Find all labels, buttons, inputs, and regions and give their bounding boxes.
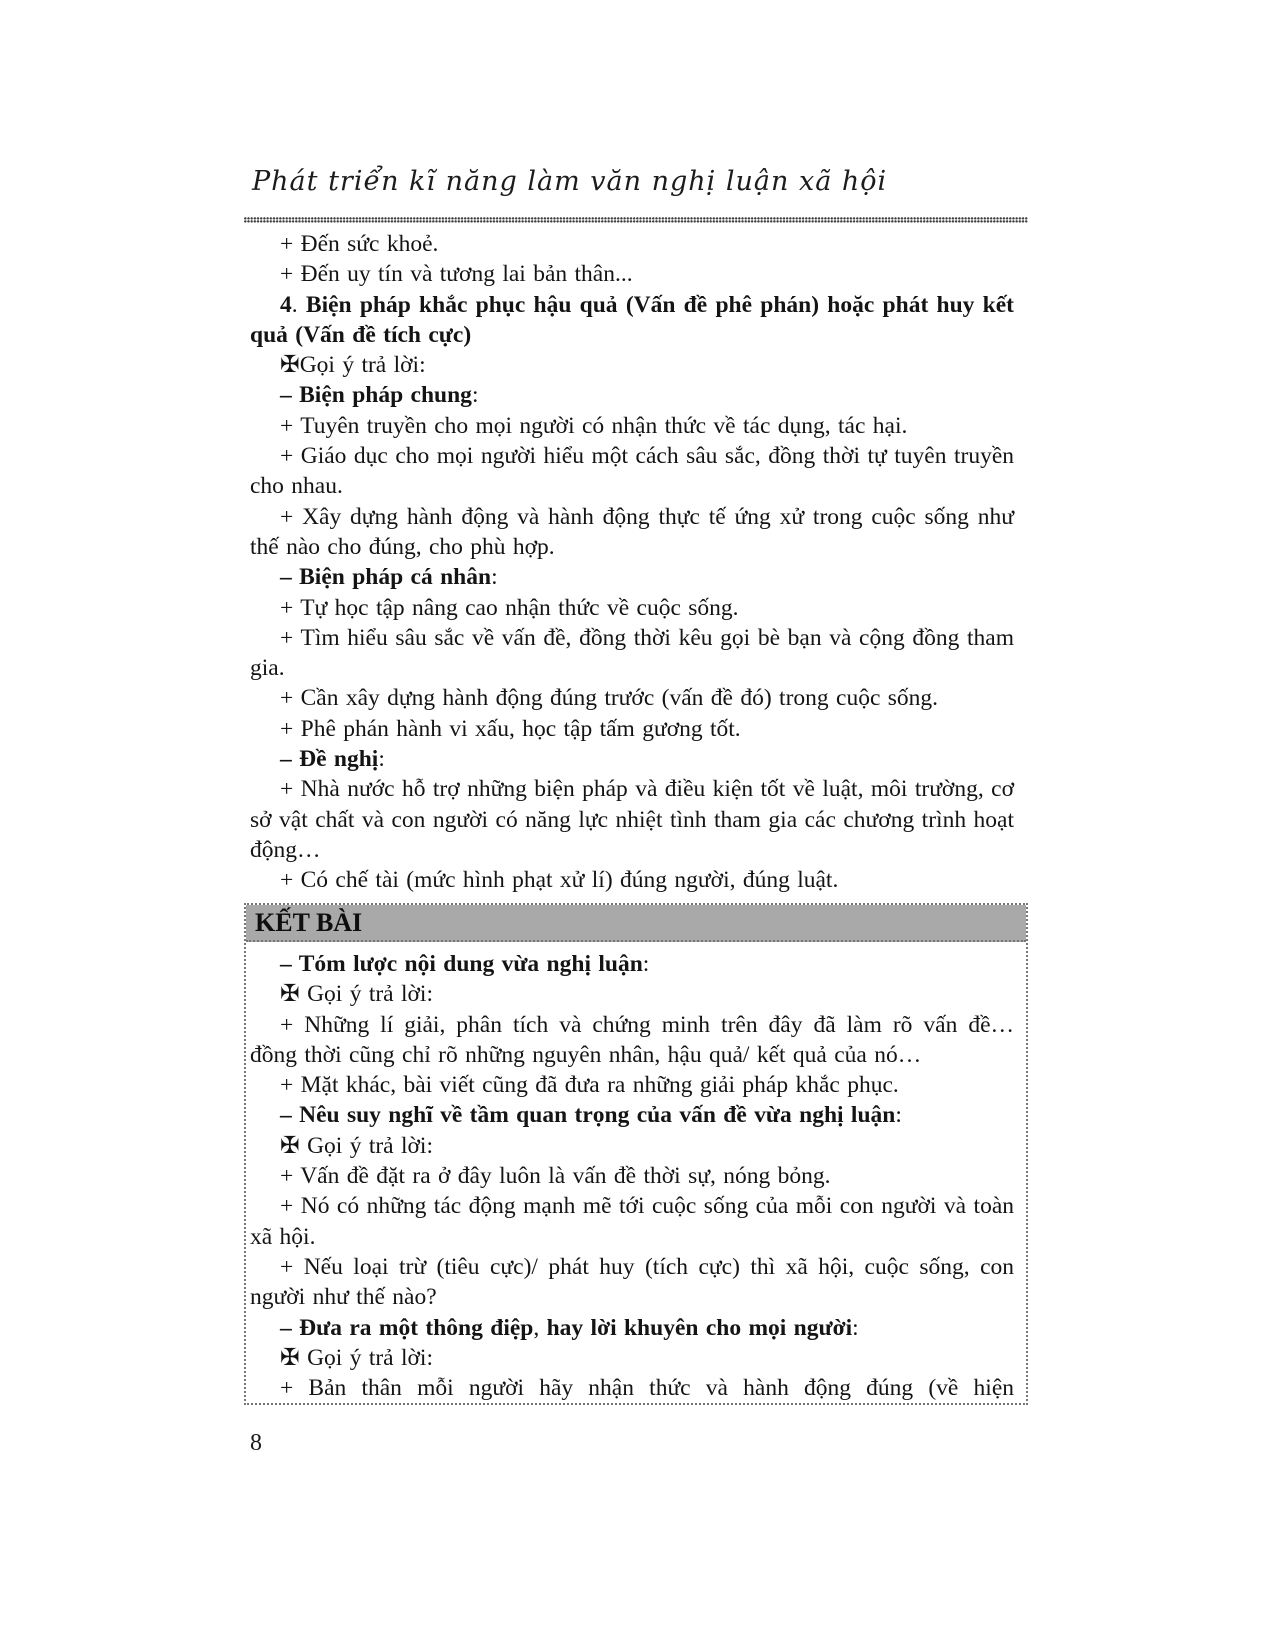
text-segment: : (471, 382, 479, 409)
paragraph (250, 1252, 1014, 1313)
paragraph (250, 683, 1014, 713)
paragraph (250, 744, 1014, 774)
body-text-block (250, 229, 1014, 896)
bold-text-segment: – Nêu suy nghĩ về tầm quan trọng của vấn đề vừa nghị luận (280, 1102, 896, 1129)
text-segment: ✠ Gọi ý trả lời: (280, 1344, 433, 1371)
text-segment: + Vấn đề đặt ra ở đây luôn là vấn đề thời sự, nóng bỏng. (280, 1163, 831, 1190)
text-segment: : (378, 746, 385, 773)
bold-text-segment: – Biện pháp cá nhân (280, 564, 492, 591)
text-segment: + Phê phán hành vi xấu, học tập tấm gương tốt. (280, 715, 741, 742)
text-segment: . (291, 291, 306, 318)
paragraph (250, 1313, 1014, 1343)
text-segment: + Nó có những tác động mạnh mẽ tới cuộc sống của mỗi con người và toàn xã hội. (250, 1193, 1014, 1250)
paragraph (250, 1131, 1014, 1161)
paragraph (250, 1161, 1014, 1191)
paragraph (250, 380, 1014, 410)
bold-text-segment: – Đề nghị (280, 746, 379, 773)
page-number: 8 (250, 1430, 262, 1456)
paragraph (250, 259, 1014, 289)
text-segment: + Tự học tập nâng cao nhận thức về cuộc sống. (280, 594, 739, 621)
paragraph (250, 502, 1014, 563)
paragraph (250, 593, 1014, 623)
text-segment: ✠ Gọi ý trả lời: (280, 981, 433, 1008)
text-segment: + Đến uy tín và tương lai bản thân... (280, 261, 633, 288)
text-segment: + Giáo dục cho mọi người hiểu một cách sâu sắc, đồng thời tự tuyên truyền cho nhau. (250, 443, 1014, 500)
paragraph (250, 290, 1014, 351)
paragraph (250, 979, 1014, 1009)
paragraph (250, 562, 1014, 592)
ketbai-section-box (244, 903, 1028, 1405)
paragraph (250, 1070, 1014, 1100)
bold-text-segment: 4 (280, 291, 292, 318)
paragraph (250, 949, 1014, 979)
text-segment: + Đến sức khoẻ. (280, 231, 439, 257)
bold-text-segment: – Biện pháp chung (280, 382, 472, 409)
paragraph (250, 774, 1014, 865)
ketbai-section-body (246, 942, 1026, 1403)
text-segment: + Những lí giải, phân tích và chứng minh trên đây đã làm rõ vấn đề… đồng thời cũng chỉ rõ những nguyên nhân, hậu quả/ kết quả của nó… (250, 1011, 1014, 1068)
bold-text-segment: Biện pháp khắc phục hậu quả (Vấn đề phê phán) hoặc phát huy kết quả (Vấn đề tích cực) (250, 291, 1014, 348)
text-segment: + Nhà nước hỗ trợ những biện pháp và điều kiện tốt về luật, môi trường, cơ sở vật chất và con người có năng lực nhiệt tình tham gia các chương trình hoạt động… (250, 776, 1014, 863)
paragraph (250, 350, 1014, 380)
paragraph (250, 1373, 1014, 1403)
paragraph (250, 411, 1014, 441)
paragraph (250, 1010, 1014, 1071)
text-segment: + Mặt khác, bài viết cũng đã đưa ra những giải pháp khắc phục. (280, 1072, 899, 1099)
paragraph (250, 1343, 1014, 1373)
text-segment: + Có chế tài (mức hình phạt xử lí) đúng người, đúng luật. (280, 867, 839, 894)
text-segment: ✠ Gọi ý trả lời: (280, 1132, 433, 1159)
paragraph (250, 1100, 1014, 1130)
paragraph (250, 229, 1014, 259)
bold-text-segment: – Đưa ra một thông điệp (280, 1314, 534, 1341)
text-segment: , (533, 1314, 547, 1341)
text-segment: + Nếu loại trừ (tiêu cực)/ phát huy (tích cực) thì xã hội, cuộc sống, con người như thế nào? (250, 1253, 1014, 1311)
text-segment: : (642, 951, 650, 977)
text-segment: : (895, 1102, 902, 1129)
bold-text-segment: hay lời khuyên cho mọi người (546, 1314, 853, 1341)
text-segment: + Cần xây dựng hành động đúng trước (vấn đề đó) trong cuộc sống. (280, 685, 939, 712)
text-segment: : (491, 564, 498, 591)
ketbai-section-header: KẾT BÀI (246, 905, 1026, 942)
text-segment: + Tuyên truyền cho mọi người có nhận thức về tác dụng, tác hại. (280, 412, 908, 439)
paragraph (250, 865, 1014, 895)
text-segment: ✠Gọi ý trả lời: (280, 352, 426, 379)
text-segment: : (852, 1314, 859, 1341)
text-segment: + Xây dựng hành động và hành động thực tế ứng xử trong cuộc sống như thế nào cho đúng, cho phù hợp. (250, 503, 1014, 560)
paragraph (250, 623, 1014, 684)
paragraph (250, 1191, 1014, 1252)
text-segment: + Bản thân mỗi người hãy nhận thức và hành động đúng (về hiện (280, 1375, 1014, 1402)
text-segment: + Tìm hiểu sâu sắc về vấn đề, đồng thời kêu gọi bè bạn và cộng đồng tham gia. (250, 624, 1014, 682)
paragraph (250, 714, 1014, 744)
bold-text-segment: – Tóm lược nội dung vừa nghị luận (280, 951, 643, 977)
running-header-title: Phát triển kĩ năng làm văn nghị luận xã hội (252, 166, 888, 197)
header-dotted-rule (244, 217, 1028, 223)
paragraph (250, 441, 1014, 502)
